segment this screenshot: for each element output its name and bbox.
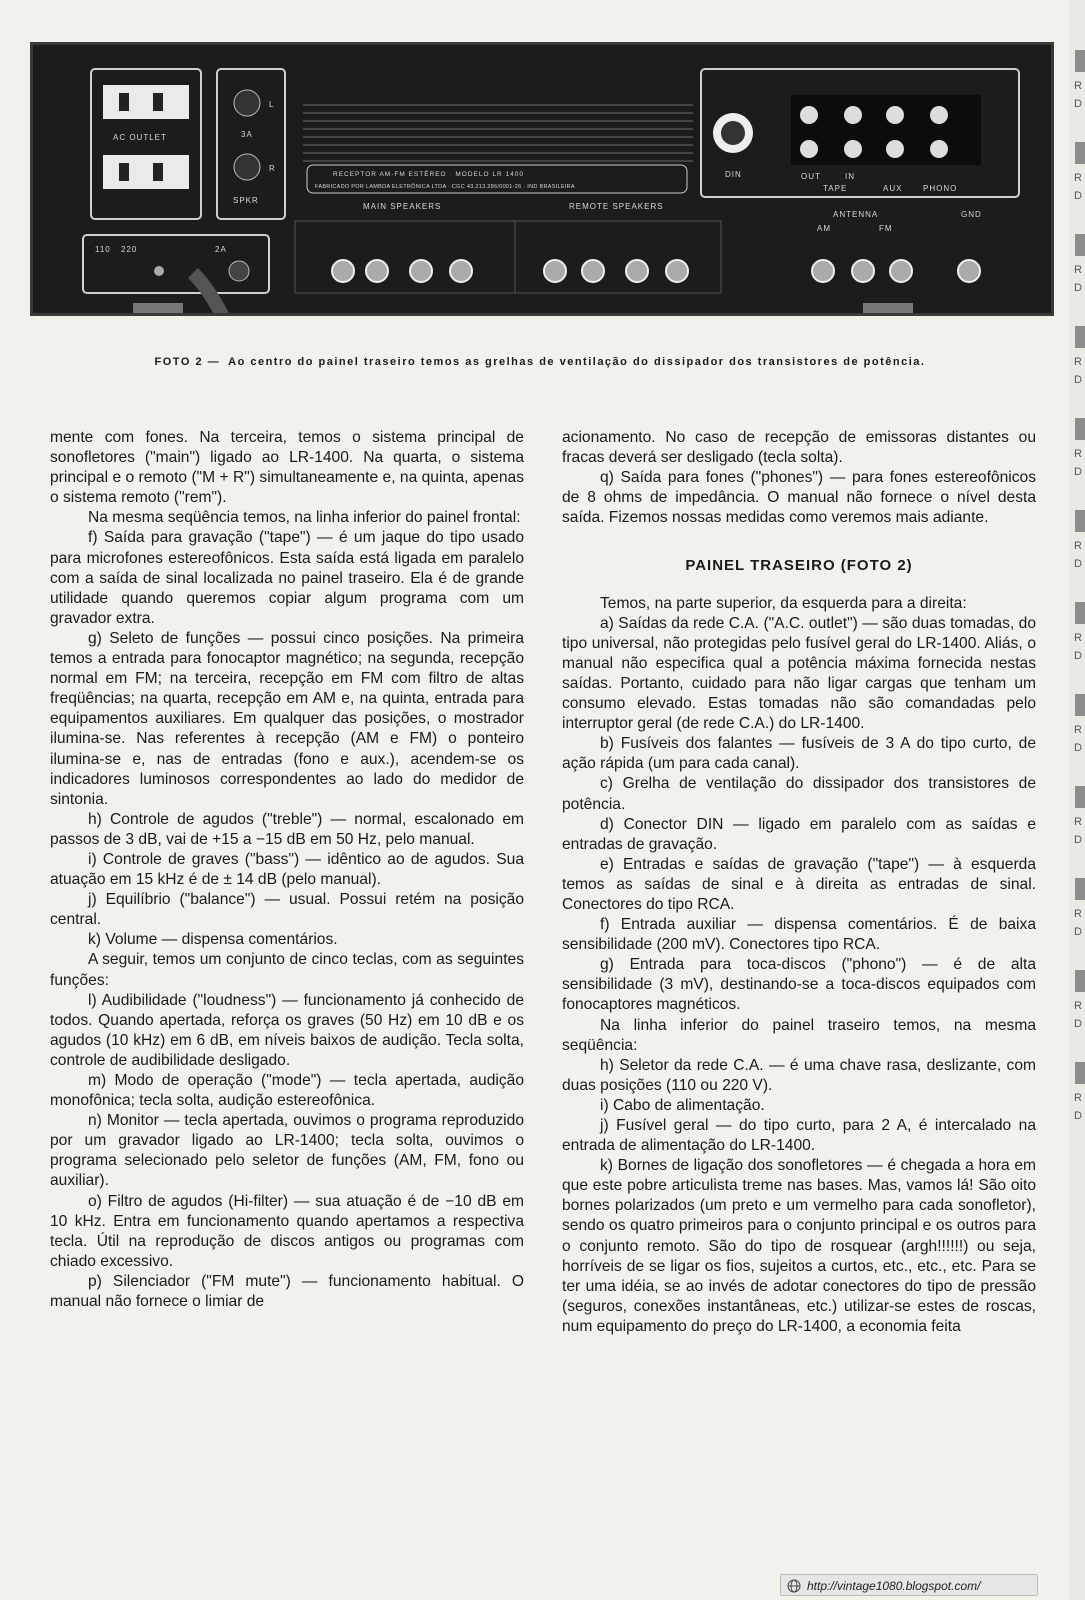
adjacent-page-edge — [1069, 0, 1085, 1600]
plate-line-1: RECEPTOR AM-FM ESTÉREO · MODELO LR 1400 — [333, 171, 524, 178]
fuse-l-label: L — [269, 100, 275, 109]
remote-terminals-box — [515, 221, 721, 293]
paragraph: f) Saída para gravação ("tape") — é um jaque do tipo usado para microfones estereofônicos. Esta saída está ligada em paralelo com a saída de sinal localizada no painel traseiro. Ela é de grande utilidade quando queremos copiar algum programa com um gravador extra. — [50, 529, 524, 627]
paragraph: p) Silenciador ("FM mute") — funcionamento habitual. O manual não fornece o limiar de — [50, 1272, 524, 1311]
remote-speakers-label: REMOTE SPEAKERS — [569, 202, 664, 211]
edge-letter: R — [1074, 632, 1082, 644]
edge-marker — [1075, 786, 1085, 808]
edge-letter: R — [1074, 816, 1082, 828]
section-heading: PAINEL TRASEIRO (FOTO 2) — [685, 557, 913, 575]
edge-letter: D — [1074, 98, 1082, 110]
main-terminals-box — [295, 221, 515, 293]
fm-label: FM — [879, 224, 893, 233]
edge-marker — [1075, 878, 1085, 900]
caption-text: Ao centro do painel traseiro temos as grelhas de ventilação do dissipador dos transistores de potência. — [228, 356, 926, 368]
antenna-terminals — [812, 260, 980, 282]
blog-url-text: http://vintage1080.blogspot.com/ — [807, 1579, 981, 1593]
fuse-holder-left — [234, 90, 260, 116]
edge-letter: D — [1074, 558, 1082, 570]
paragraph: a) Saídas da rede C.A. ("A.C. outlet") — são duas tomadas, do tipo universal, não protegidas pelo fusível geral do LR-1400. Aliás, o manual não especifica qual a potência máxima fornecida nestas saídas. Portanto, cuidado para não ligar cargas que tenham um consumo elevado. Estas tomadas não são comandadas pelo interruptor geral (de rede C.A.) do LR-1400. — [562, 614, 1036, 733]
paragraph: e) Entradas e saídas de gravação ("tape") — à esquerda temos as saídas de sinal e à direita as entradas de sinal. Conectores do tipo RCA. — [562, 855, 1036, 913]
paragraph: b) Fusíveis dos falantes — fusíveis de 3 A do tipo curto, de ação rápida (um para cada canal). — [562, 735, 1036, 773]
paragraph: o) Filtro de agudos (Hi-filter) — sua atuação é de −10 dB em 10 kHz. Entra em funcionamento quando apertamos a respectiva tecla. Útil na reprodução de discos antigos ou programas com chiado excessivo. — [50, 1192, 524, 1270]
paragraph: n) Monitor — tecla apertada, ouvimos o programa reproduzido por um gravador ligado ao LR-1400; tecla solta, ouvimos o programa selecionado pelo seletor de funções (AM, FM, fono ou auxiliar). — [50, 1112, 524, 1190]
edge-letter: D — [1074, 282, 1082, 294]
photo-caption — [100, 354, 980, 371]
ac-socket-2 — [103, 155, 189, 189]
edge-marker — [1075, 970, 1085, 992]
fuse-rating-label: 3A — [241, 130, 253, 139]
plate-line-2: FABRICADO POR LAMBDA ELETRÔNICA LTDA · CGC 43.213.286/0001-26 · IND BRASILEIRA — [315, 184, 575, 190]
edge-marker — [1075, 694, 1085, 716]
globe-icon — [787, 1579, 801, 1593]
paragraph: g) Entrada para toca-discos ("phono") — é de alta sensibilidade (3 mV), destinando-se a toca-discos equipados com fonocaptores magnéticos. — [562, 956, 1036, 1014]
edge-letter: D — [1074, 374, 1082, 386]
ac-socket-1 — [103, 85, 189, 119]
fuse-r-label: R — [269, 164, 276, 173]
edge-letter: R — [1074, 172, 1082, 184]
edge-letter: R — [1074, 1000, 1082, 1012]
voltage-110-label: 110 — [95, 245, 111, 254]
edge-letter: D — [1074, 190, 1082, 202]
rear-panel-drawing — [33, 45, 1051, 313]
edge-letter: D — [1074, 1110, 1082, 1122]
speaker-binding-posts — [332, 260, 688, 282]
paragraph: Na mesma seqüência temos, na linha inferior do painel frontal: — [88, 509, 521, 527]
paragraph: Temos, na parte superior, da esquerda para a direita: — [600, 594, 967, 612]
paragraph: q) Saída para fones ("phones") — para fones estereofônicos de 8 ohms de impedância. O manual não fornece o nível desta saída. Fizemos nossas medidas como veremos mais adiante. — [562, 469, 1036, 527]
vent-grille — [303, 105, 693, 161]
paragraph: h) Seletor da rede C.A. — é uma chave rasa, deslizante, com duas posições (110 ou 220 V). — [562, 1056, 1036, 1094]
paragraph: h) Controle de agudos ("treble") — normal, escalonado em passos de 3 dB, vai de +15 a −15 dB em 50 Hz, pelo manual. — [50, 810, 524, 848]
paragraph: d) Conector DIN — ligado em paralelo com as saídas e entradas de gravação. — [562, 815, 1036, 853]
blog-url-footer[interactable] — [780, 1574, 1038, 1596]
in-label: IN — [845, 172, 855, 181]
ac-outlet-label: AC OUTLET — [113, 133, 167, 142]
paragraph: l) Audibilidade ("loudness") — funcionamento já conhecido de todos. Quando apertada, reforça os graves (50 Hz) em 10 dB e os agudos (10 kHz) em 6 dB, em níveis baixos de audição. Tecla solta, controle de audibilidade desligado. — [50, 991, 524, 1069]
din-label: DIN — [725, 170, 742, 179]
tape-label: TAPE — [823, 184, 848, 193]
edge-marker — [1075, 1062, 1085, 1084]
edge-marker — [1075, 234, 1085, 256]
right-column — [562, 428, 1036, 1337]
edge-letter: D — [1074, 466, 1082, 478]
fuse-holder-right — [234, 154, 260, 180]
paragraph: Na linha inferior do painel traseiro temos, na mesma seqüência: — [562, 1016, 1036, 1054]
paragraph: g) Seleto de funções — possui cinco posições. Na primeira temos a entrada para fonocaptor magnético; na segunda, recepção normal em FM; na terceira, recepção em FM com filtro de altas freqüências; na quarta, recepção em AM e, na quinta, entrada para equipamentos auxiliares. Em qualquer das posições, o mostrador ilumina-se. Nas referentes à recepção (AM e FM) o ponteiro ilumina-se e, nas de entradas (fono e aux.), acendem-se os indicadores luminosos correspondentes ao lado do medidor de sintonia. — [50, 629, 524, 808]
edge-letter: D — [1074, 926, 1082, 938]
edge-letter: D — [1074, 834, 1082, 846]
phono-label: PHONO — [923, 184, 958, 193]
main-fuse-holder — [229, 261, 249, 281]
caption-label: FOTO 2 — — [154, 356, 221, 368]
rca-block — [791, 95, 981, 165]
out-label: OUT — [801, 172, 821, 181]
aux-label: AUX — [883, 184, 903, 193]
edge-letter: R — [1074, 448, 1082, 460]
foot-left — [133, 303, 183, 313]
edge-marker — [1075, 326, 1085, 348]
edge-letter: R — [1074, 80, 1082, 92]
paragraph: A seguir, temos um conjunto de cinco teclas, com as seguintes funções: — [50, 951, 524, 989]
paragraph: i) Controle de graves ("bass") — idêntico ao de agudos. Sua atuação em 15 kHz é de ± 14 dB (pelo manual). — [50, 850, 524, 889]
edge-letter: R — [1074, 264, 1082, 276]
foot-right — [863, 303, 913, 313]
edge-marker — [1075, 142, 1085, 164]
paragraph: j) Equilíbrio ("balance") — usual. Possui retém na posição central. — [50, 891, 524, 929]
paragraph: m) Modo de operação ("mode") — tecla apertada, audição monofônica; tecla solta, audição estereofônica. — [50, 1072, 524, 1110]
voltage-220-label: 220 — [121, 245, 138, 254]
paragraph: acionamento. No caso de recepção de emissoras distantes ou fracas deverá ser desligado (tecla solta). — [562, 429, 1036, 467]
paragraph: f) Entrada auxiliar — dispensa comentários. É de baixa sensibilidade (200 mV). Conectores tipo RCA. — [562, 916, 1036, 954]
edge-marker — [1075, 510, 1085, 532]
gnd-label: GND — [961, 210, 982, 219]
paragraph: k) Bornes de ligação dos sonofletores — é chegada a hora em que este pobre articulista treme nas bases. Mas, vamos lá! São oito bornes polarizados (um preto e um vermelho para cada sonofletor), sendo os quatro primeiros para o conjunto principal e os outros para o conjunto remoto. São do tipo de rosquear (argh!!!!!!) ou seja, horríveis de se ligar os fios, sujeitos a curtos, etc., etc., etc. Para se ter uma idéia, se ao invés de adotar conectores do tipo de pressão (seguros, conexões instantâneas, etc.) utilizar-se estes de roscas, num equipamento do preço do LR-1400, a economia feita — [562, 1157, 1036, 1335]
edge-letter: D — [1074, 742, 1082, 754]
paragraph: i) Cabo de alimentação. — [600, 1096, 765, 1114]
edge-letter: R — [1074, 724, 1082, 736]
am-label: AM — [817, 224, 831, 233]
rear-panel-photo — [30, 42, 1054, 316]
edge-marker — [1075, 50, 1085, 72]
antenna-label: ANTENNA — [833, 210, 879, 219]
edge-letter: D — [1074, 1018, 1082, 1030]
edge-letter: D — [1074, 650, 1082, 662]
edge-letter: R — [1074, 908, 1082, 920]
edge-letter: R — [1074, 1092, 1082, 1104]
edge-marker — [1075, 602, 1085, 624]
paragraph: k) Volume — dispensa comentários. — [88, 931, 338, 949]
left-column — [50, 428, 524, 1312]
edge-letter: R — [1074, 540, 1082, 552]
edge-letter: R — [1074, 356, 1082, 368]
spkr-label: SPKR — [233, 196, 259, 205]
main-speakers-label: MAIN SPEAKERS — [363, 202, 442, 211]
edge-marker — [1075, 418, 1085, 440]
paragraph: c) Grelha de ventilação do dissipador dos transistores de potência. — [562, 775, 1036, 813]
fuse-2a-label: 2A — [215, 245, 227, 254]
paragraph: j) Fusível geral — do tipo curto, para 2 A, é intercalado na entrada de alimentação do LR-1400. — [562, 1117, 1036, 1155]
paragraph: mente com fones. Na terceira, temos o sistema principal de sonofletores ("main") ligado ao LR-1400. Na quarta, o sistema principal e o remoto ("M + R") simultaneamente e, na quinta, apenas o sistema remoto ("rem"). — [50, 429, 524, 507]
